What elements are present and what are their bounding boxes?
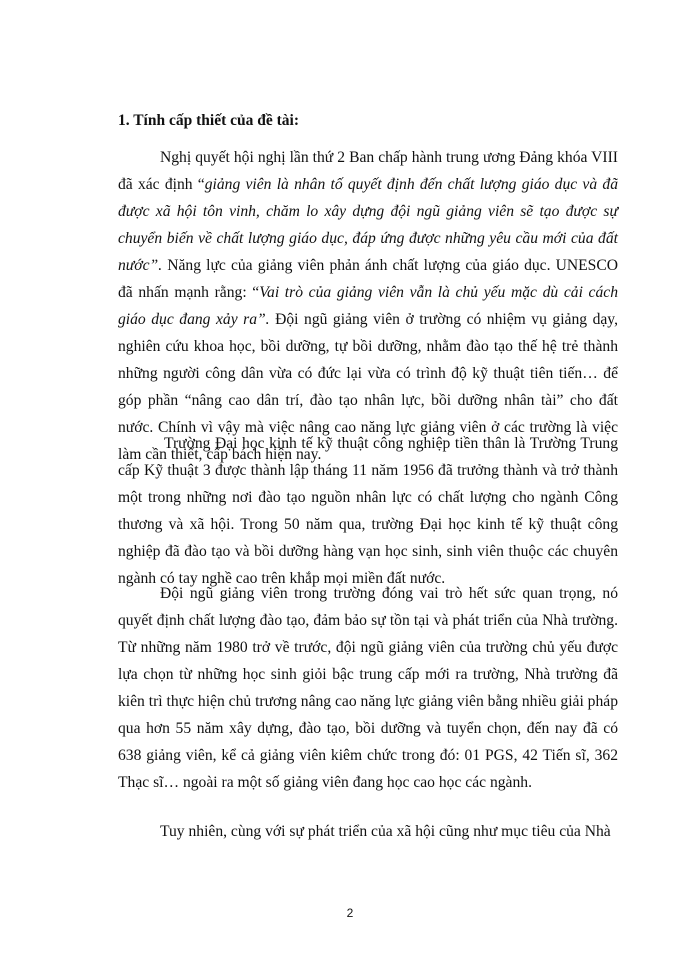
p1-quote-1: giảng viên là nhân tố quyết định đến chất lượng giáo dục và đã được xã hội tôn vinh, chăm lo xây dựng đội ngũ giảng viên sẽ tạo được sự chuyển biến về chất lượng giáo dục, đáp ứng được những yêu cầu mới của đất nước”.: [118, 176, 618, 274]
p1-text-2: Năng lực của giảng viên phản ánh chất lượng của giáo dục. UNESCO đã nhấn mạnh rằng: “: [118, 257, 618, 301]
paragraph-2: Trường Đại học kinh tế kỹ thuật công nghiệp tiền thân là Trường Trung cấp Kỹ thuật 3 được thành lập tháng 11 năm 1956 đã trưởng thành và trở thành một trong những nơi đào tạo nguồn nhân lực có chất lượng cho ngành Công thương và xã hội. Trong 50 năm qua, trường Đại học kinh tế kỹ thuật công nghiệp đã đào tạo và bồi dưỡng hàng vạn học sinh, sinh viên thuộc các chuyên ngành có tay nghề cao trên khắp mọi miền đất nước.: [118, 435, 618, 587]
p1-quote-2: Vai trò của giảng viên vẫn là chủ yếu mặc dù cải cách giáo dục đang xảy ra”.: [118, 284, 618, 328]
paragraph-4: Tuy nhiên, cùng với sự phát triển của xã hội cũng như mục tiêu của Nhà: [160, 823, 611, 840]
paragraph-1: [118, 144, 618, 468]
section-heading: 1. Tính cấp thiết của đề tài:: [118, 112, 299, 129]
p1-text-3: Đội ngũ giảng viên ở trường có nhiệm vụ giảng dạy, nghiên cứu khoa học, bồi dưỡng, tự bồi dưỡng, nhằm đào tạo thế hệ trẻ thành những người công dân vừa có đức lại vừa có trình độ kỹ thuật tiên tiến… để góp phần “nâng cao dân trí, đào tạo nhân lực, bồi dưỡng nhân tài” cho đất nước. Chính vì vậy mà việc nâng cao năng lực giảng viên ở các trường là việc làm cần thiết, cấp bách hiện nay.: [118, 311, 618, 463]
p1-text-1: Nghị quyết hội nghị lần thứ 2 Ban chấp hành trung ương Đảng khóa VIII đã xác định “: [118, 149, 618, 193]
page-number: 2: [346, 906, 354, 920]
paragraph-3: Đội ngũ giảng viên trong trường đóng vai trò hết sức quan trọng, nó quyết định chất lượng đào tạo, đảm bảo sự tồn tại và phát triển của Nhà trường. Từ những năm 1980 trở về trước, đội ngũ giảng viên của trường chủ yếu được lựa chọn từ những học sinh giỏi bậc trung cấp mới ra trường, Nhà trường đã kiên trì thực hiện chủ trương nâng cao năng lực giảng viên bằng nhiều giải pháp qua hơn 55 năm xây dựng, đào tạo, bồi dưỡng và tuyển chọn, đến nay đã có 638 giảng viên, kể cả giảng viên kiêm chức trong đó: 01 PGS, 42 Tiến sĩ, 362 Thạc sĩ… ngoài ra một số giảng viên đang học cao học các ngành.: [118, 585, 618, 791]
